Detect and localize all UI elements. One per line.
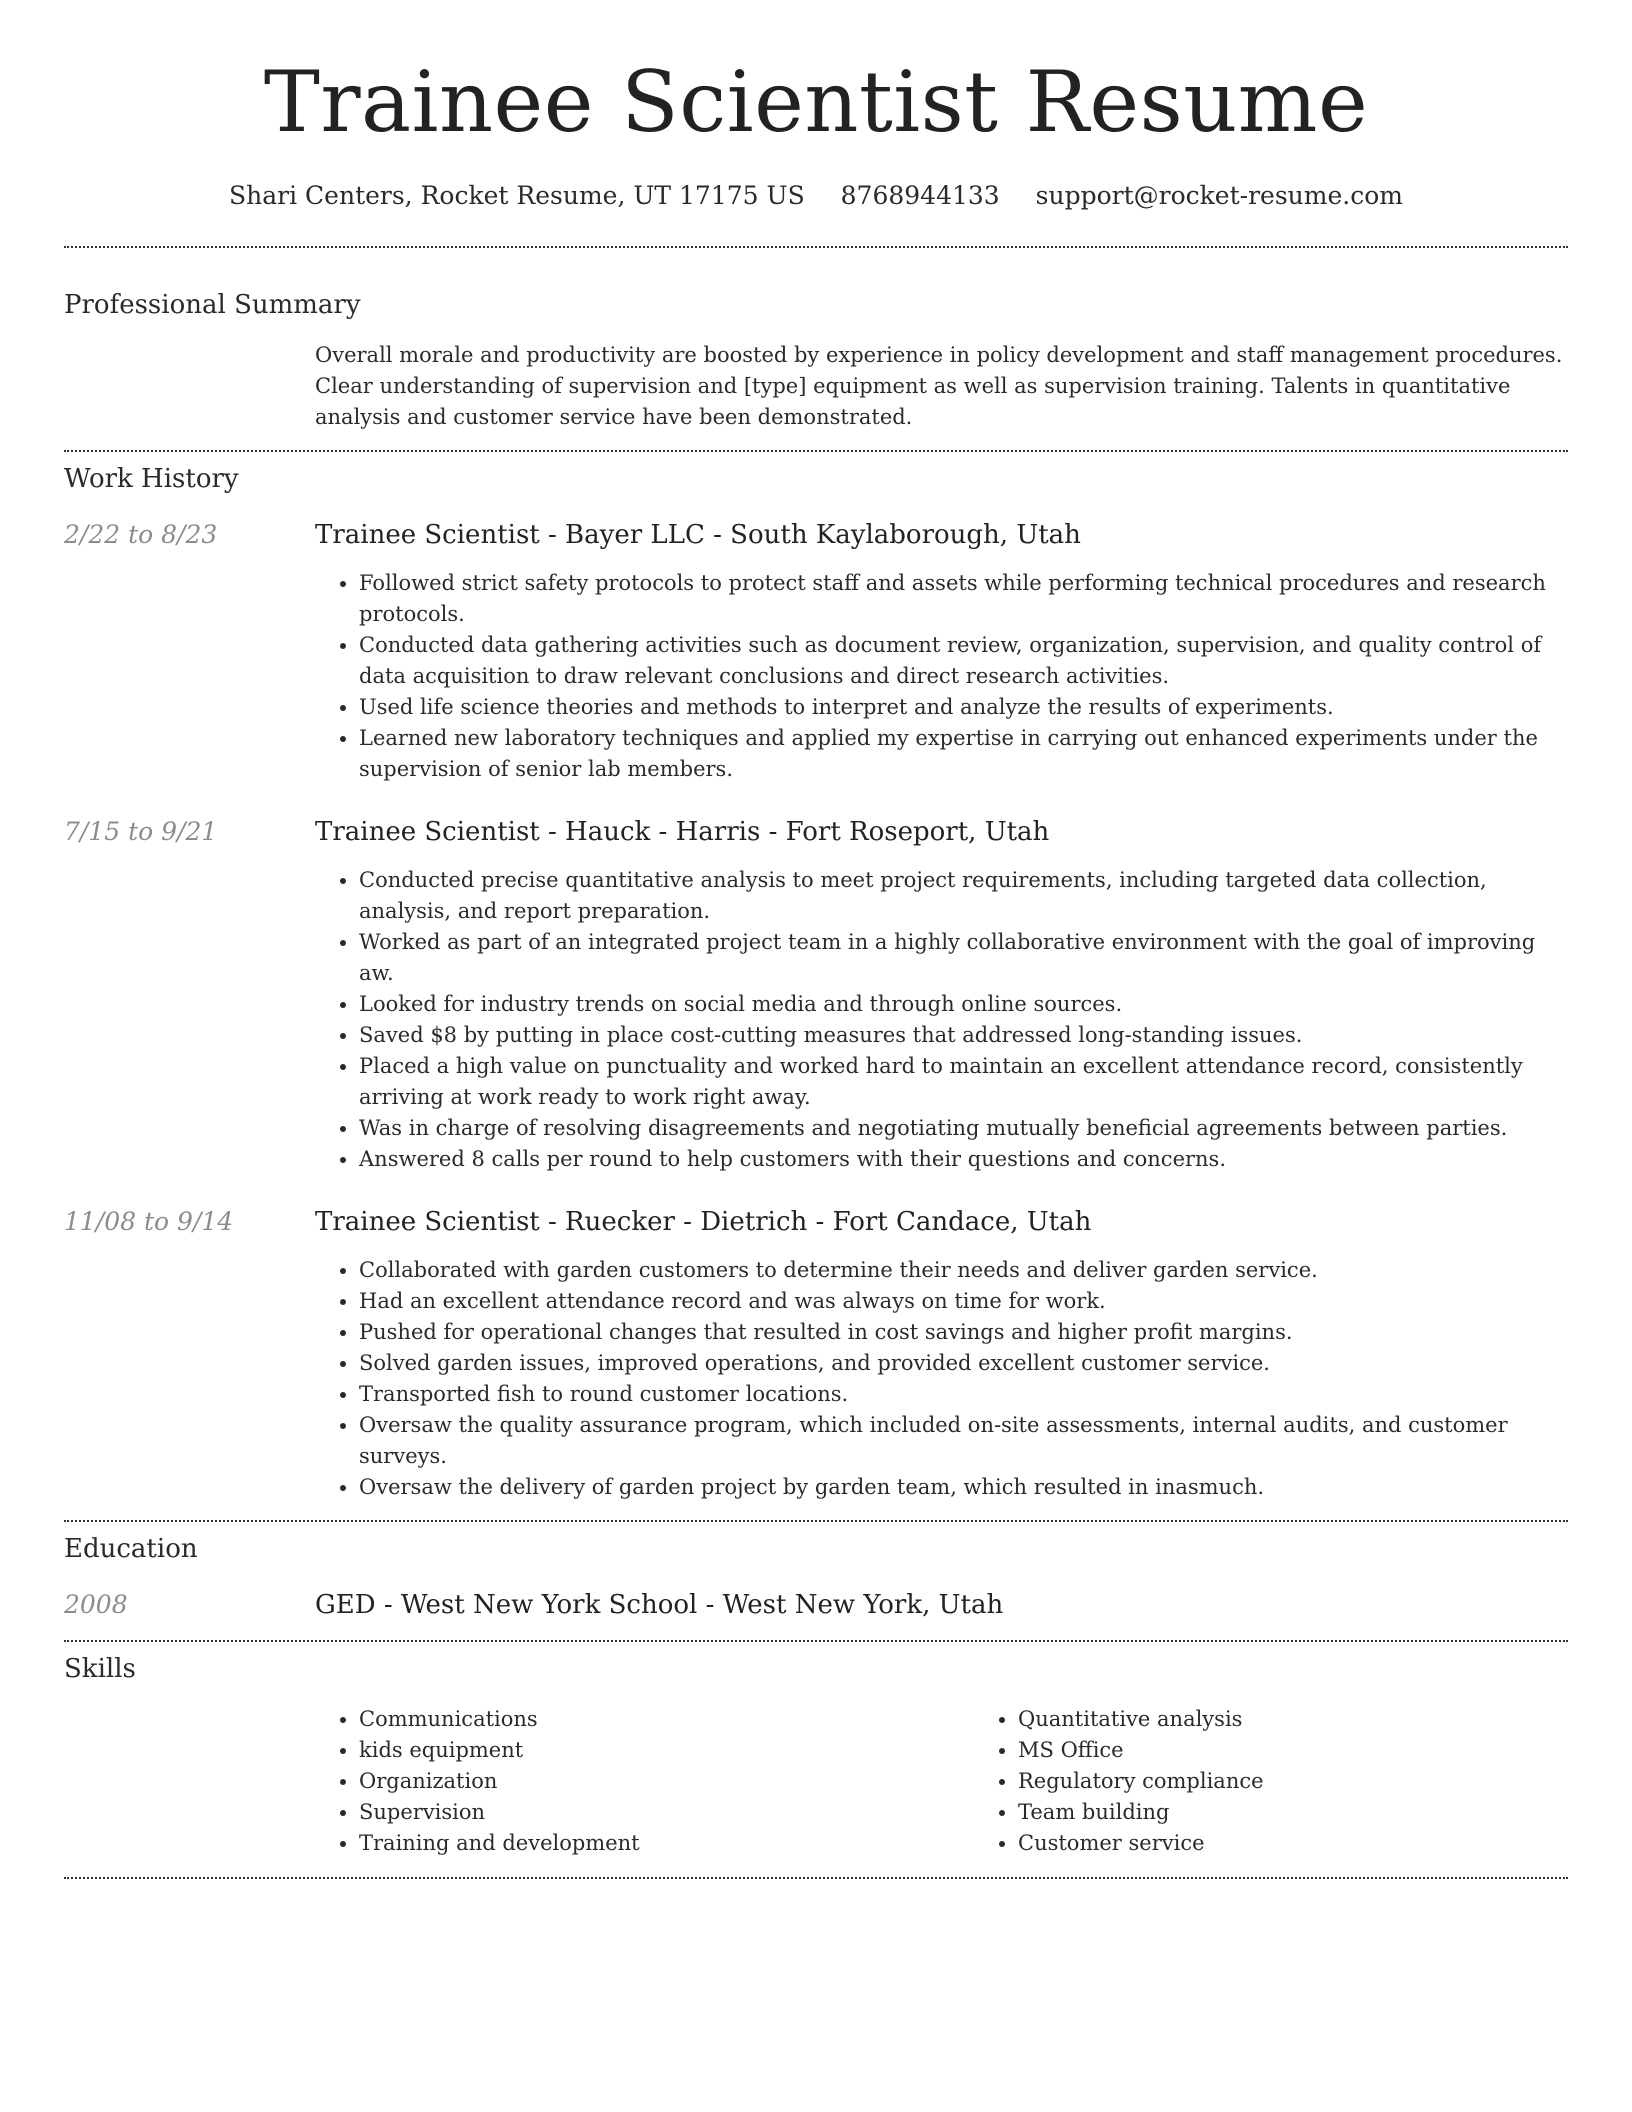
- skills-row: [64, 1704, 1568, 1859]
- list-item: • Supervision: [359, 1797, 974, 1828]
- education-heading: Education: [64, 1534, 198, 1564]
- section-divider: [64, 1877, 1568, 1879]
- education-title: GED - West New York School - West New York, Utah: [315, 1590, 1004, 1620]
- list-item: • Collaborated with garden customers to determine their needs and deliver garden service.: [359, 1255, 1568, 1286]
- list-item: • Pushed for operational changes that resulted in cost savings and higher profit margins.: [359, 1317, 1568, 1348]
- list-item: • Placed a high value on punctuality and worked hard to maintain an excellent attendance record, consistently arriving at work ready to work right away.: [359, 1051, 1568, 1113]
- section-divider: [64, 1640, 1568, 1642]
- list-item: • Conducted data gathering activities such as document review, organization, supervision, and quality control of data acquisition to draw relevant conclusions and direct research activities.: [359, 630, 1568, 692]
- list-item: • Learned new laboratory techniques and applied my expertise in carrying out enhanced experiments under the supervision of senior lab members.: [359, 723, 1568, 785]
- summary-heading: Professional Summary: [64, 290, 361, 320]
- list-item: • MS Office: [1018, 1735, 1632, 1766]
- education-entry: [64, 1589, 1568, 1621]
- job-dates: 11/08 to 9/14: [64, 1207, 234, 1236]
- job-dates: 2/22 to 8/23: [64, 520, 218, 549]
- job-bullets: [315, 568, 1568, 785]
- job-entry: [64, 519, 1568, 785]
- contact-phone: 8768944133: [840, 181, 1000, 210]
- list-item: • Worked as part of an integrated project team in a highly collaborative environment with the goal of improving aw.: [359, 927, 1568, 989]
- list-item: • Team building: [1018, 1797, 1632, 1828]
- list-item: • Was in charge of resolving disagreements and negotiating mutually beneficial agreements between parties.: [359, 1113, 1568, 1144]
- list-item: • Conducted precise quantitative analysis to meet project requirements, including targeted data collection, analysis, and report preparation.: [359, 865, 1568, 927]
- summary-text: Overall morale and productivity are boosted by experience in policy development and staff management procedures. Clear understanding of supervision and [type] equipment as well as supervision training. Talents in quantitative analysis and customer service have been demonstrated.: [315, 343, 1563, 429]
- job-dates: 7/15 to 9/21: [64, 817, 218, 846]
- job-title: Trainee Scientist - Ruecker - Dietrich - Fort Candace, Utah: [315, 1207, 1092, 1237]
- skills-list-left: [315, 1704, 974, 1859]
- list-item: • Oversaw the delivery of garden project by garden team, which resulted in inasmuch.: [359, 1472, 1568, 1503]
- section-divider: [64, 246, 1568, 248]
- summary-row: [64, 340, 1568, 433]
- skills-heading: Skills: [64, 1654, 136, 1684]
- resume-title: Trainee Scientist Resume: [263, 53, 1369, 151]
- skills-grid: [315, 1704, 1632, 1859]
- list-item: • Communications: [359, 1704, 974, 1735]
- list-item: • Training and development: [359, 1828, 974, 1859]
- education-year: 2008: [64, 1590, 128, 1619]
- list-item: • Looked for industry trends on social media and through online sources.: [359, 989, 1568, 1020]
- list-item: • Solved garden issues, improved operations, and provided excellent customer service.: [359, 1348, 1568, 1379]
- list-item: • Regulatory compliance: [1018, 1766, 1632, 1797]
- skills-list-right: [974, 1704, 1632, 1859]
- job-entry: [64, 1206, 1568, 1503]
- list-item: • kids equipment: [359, 1735, 974, 1766]
- list-item: • Answered 8 calls per round to help customers with their questions and concerns.: [359, 1144, 1568, 1175]
- job-bullets: [315, 865, 1568, 1175]
- list-item: • Oversaw the quality assurance program, which included on-site assessments, internal audits, and customer surveys.: [359, 1410, 1568, 1472]
- job-title: Trainee Scientist - Bayer LLC - South Kaylaborough, Utah: [315, 520, 1081, 550]
- list-item: • Customer service: [1018, 1828, 1632, 1859]
- work-history-heading: Work History: [64, 464, 239, 494]
- list-item: • Organization: [359, 1766, 974, 1797]
- section-divider: [64, 450, 1568, 452]
- list-item: • Transported fish to round customer locations.: [359, 1379, 1568, 1410]
- list-item: • Used life science theories and methods to interpret and analyze the results of experiments.: [359, 692, 1568, 723]
- contact-email: support@rocket-resume.com: [1035, 181, 1403, 210]
- section-divider: [64, 1520, 1568, 1522]
- job-bullets: [315, 1255, 1568, 1503]
- contact-line: [64, 180, 1568, 212]
- list-item: • Followed strict safety protocols to protect staff and assets while performing technical procedures and research protocols.: [359, 568, 1568, 630]
- contact-address: Shari Centers, Rocket Resume, UT 17175 US: [229, 181, 805, 210]
- job-title: Trainee Scientist - Hauck - Harris - Fort Roseport, Utah: [315, 817, 1050, 847]
- list-item: • Quantitative analysis: [1018, 1704, 1632, 1735]
- list-item: • Saved $8 by putting in place cost-cutting measures that addressed long-standing issues.: [359, 1020, 1568, 1051]
- list-item: • Had an excellent attendance record and was always on time for work.: [359, 1286, 1568, 1317]
- job-entry: [64, 816, 1568, 1175]
